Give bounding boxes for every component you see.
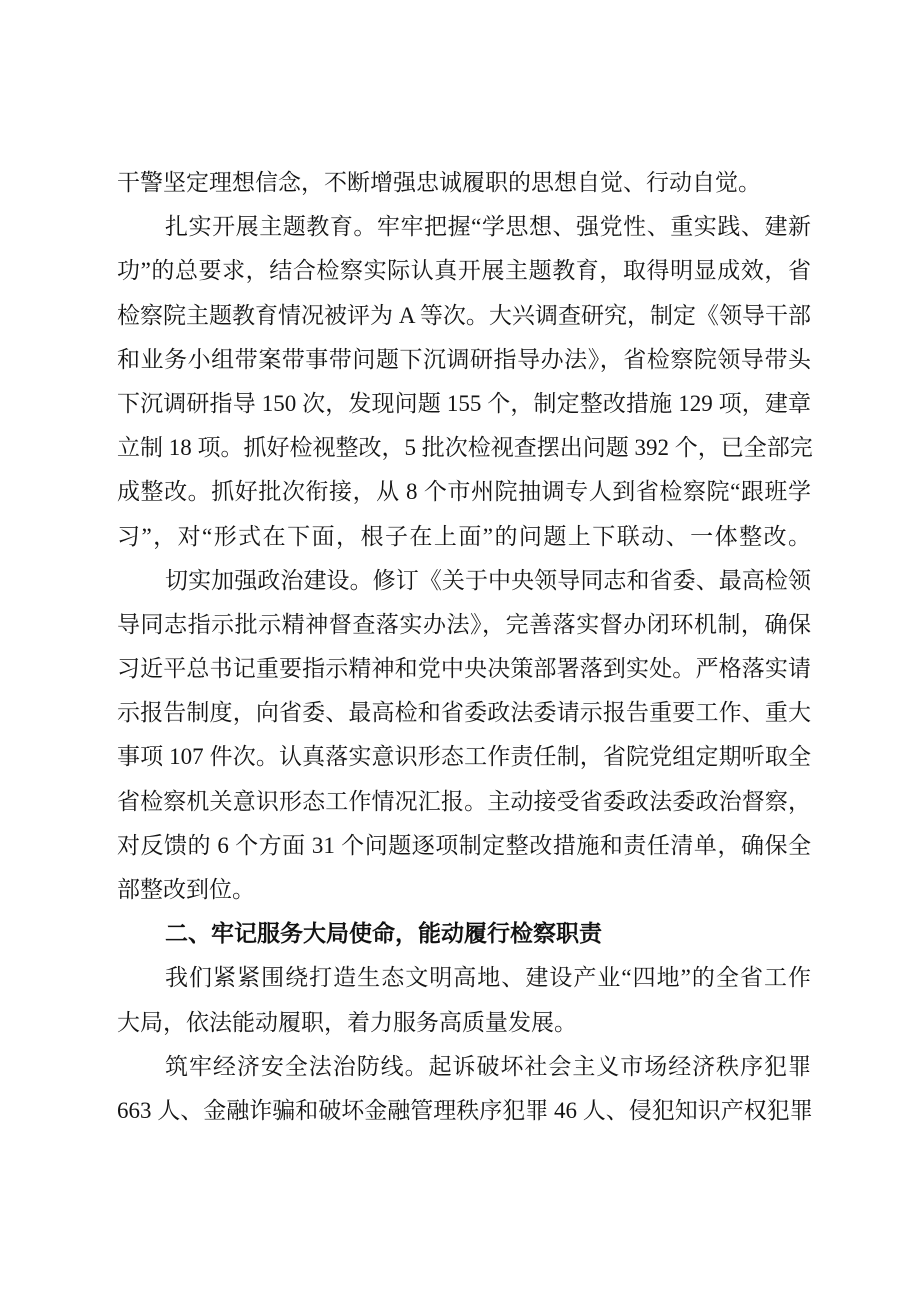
text-line: 部整改到位。	[117, 877, 255, 902]
section-heading: 二、牢记服务大局使命，能动履行检察职责	[165, 921, 602, 948]
text-line: 事项 107 件次。认真落实意识形态工作责任制，省院党组定期听取全	[117, 744, 811, 770]
text-line: 习近平总书记重要指示精神和党中央决策部署落到实处。严格落实请	[117, 656, 811, 682]
paragraph	[117, 956, 811, 1044]
text-line: 干警坚定理想信念，不断增强忠诚履职的思想自觉、行动自觉。	[117, 170, 761, 195]
text-line: 对反馈的 6 个方面 31 个问题逐项制定整改措施和责任清单，确保全	[117, 832, 811, 858]
text-line: 导同志指示批示精神督查落实办法》，完善落实督办闭环机制，确保	[117, 611, 811, 637]
text-line: 功”的总要求，结合检察实际认真开展主题教育，取得明显成效，省	[117, 258, 811, 284]
text-line: 省检察机关意识形态工作情况汇报。主动接受省委政法委政治督察，	[117, 788, 811, 814]
text-line: 和业务小组带案带事带问题下沉调研指导办法》，省检察院领导带头	[117, 346, 811, 372]
text-line: 成整改。抓好批次衔接，从 8 个市州院抽调专人到省检察院“跟班学	[117, 479, 811, 505]
text-line: 扎实开展主题教育。牢牢把握“学思想、强党性、重实践、建新	[165, 214, 811, 240]
text-line: 切实加强政治建设。修订《关于中央领导同志和省委、最高检领	[165, 567, 811, 593]
text-line: 示报告制度，向省委、最高检和省委政法委请示报告重要工作、重大	[117, 700, 811, 726]
body-text	[117, 161, 811, 1133]
text-line: 下沉调研指导 150 次，发现问题 155 个，制定整改措施 129 项，建章	[117, 390, 811, 416]
text-line: 立制 18 项。抓好检视整改，5 批次检视查摆出问题 392 个，已全部完	[117, 435, 813, 461]
text-line: 我们紧紧围绕打造生态文明高地、建设产业“四地”的全省工作	[165, 965, 811, 991]
text-line: 检察院主题教育情况被评为 A 等次。大兴调查研究，制定《领导干部	[117, 302, 811, 328]
paragraph	[117, 1045, 811, 1133]
paragraph	[117, 559, 811, 913]
text-line: 大局，依法能动履职，着力服务高质量发展。	[117, 1009, 577, 1035]
text-line: 筑牢经济安全法治防线。起诉破坏社会主义市场经济秩序犯罪	[165, 1053, 811, 1079]
text-line: 663 人、金融诈骗和破坏金融管理秩序犯罪 46 人、侵犯知识产权犯罪	[117, 1097, 813, 1123]
paragraph	[117, 205, 811, 559]
paragraph	[117, 161, 811, 205]
text-line: 习”，对“形式在下面，根子在上面”的问题上下联动、一体整改。	[117, 523, 811, 549]
